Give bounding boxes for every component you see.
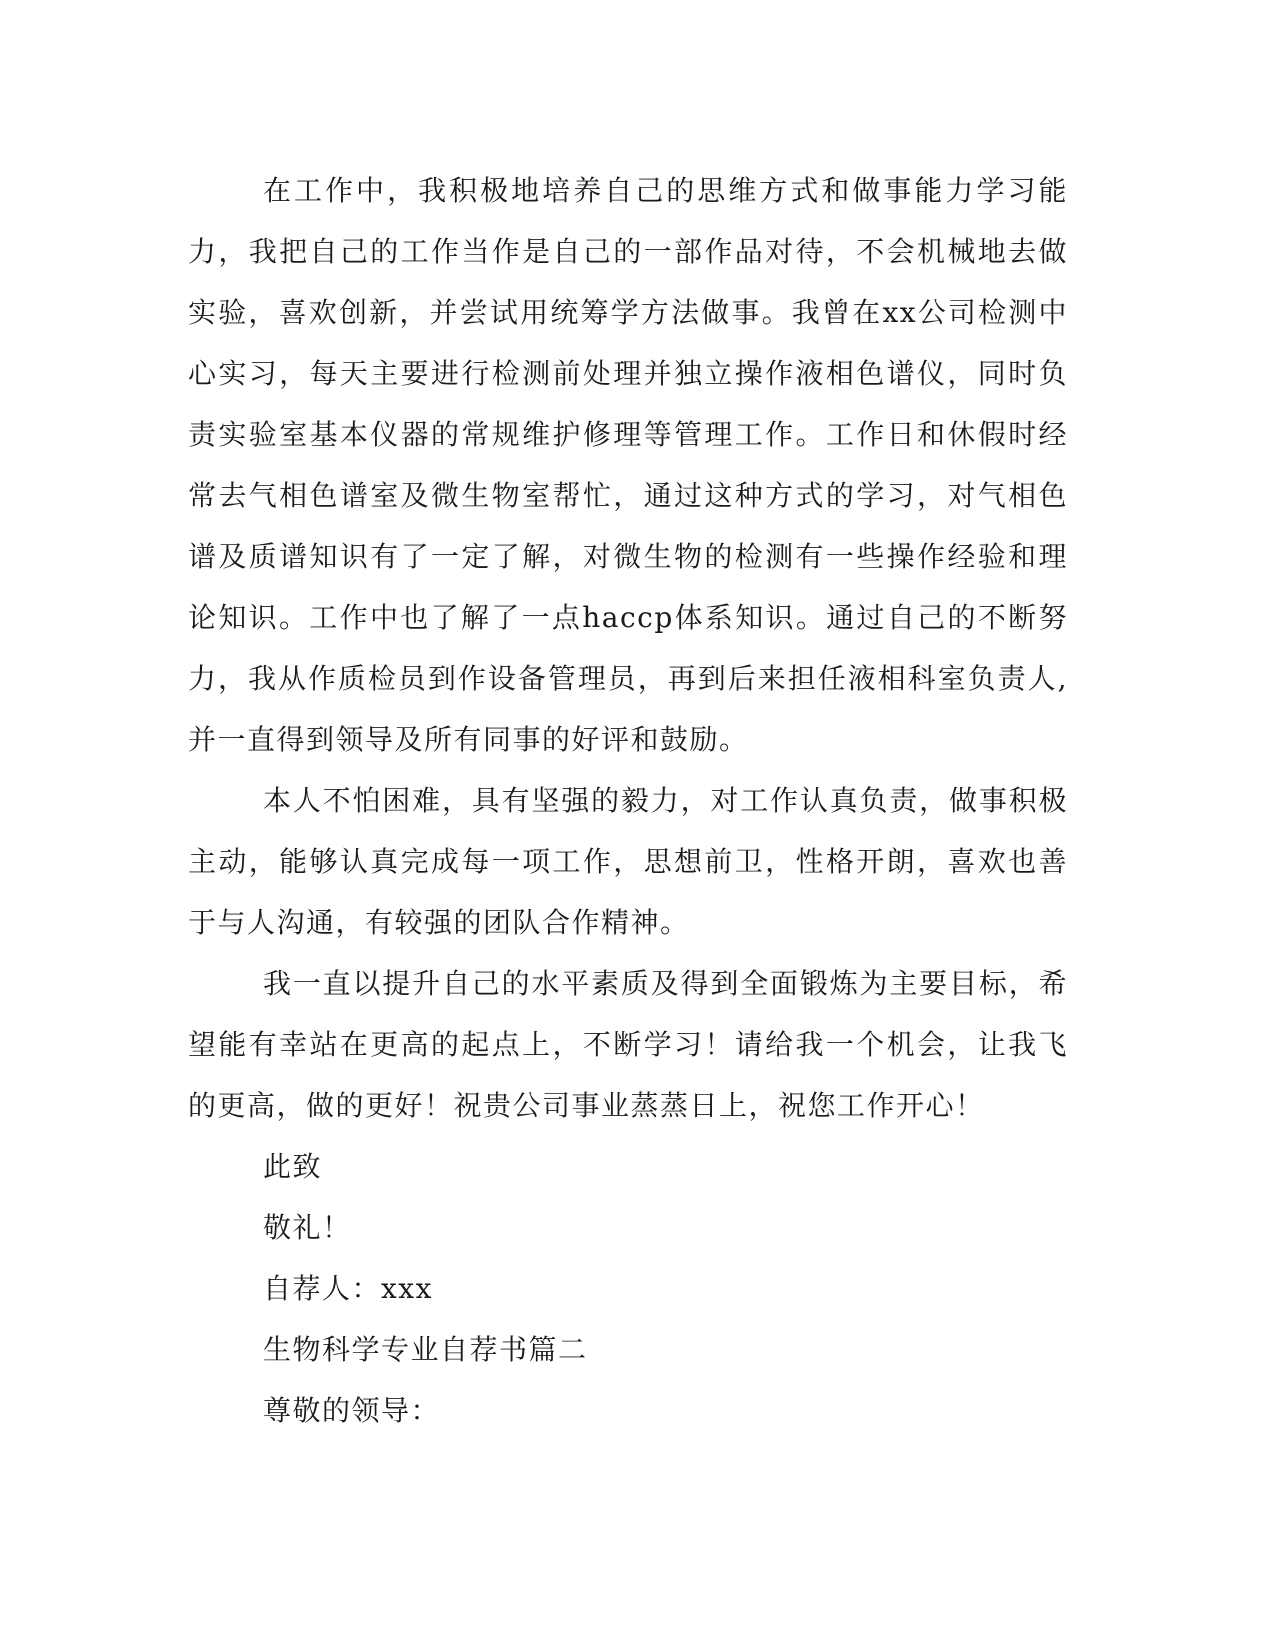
document-body <box>188 160 1068 1441</box>
signature: 自荐人：xxx <box>263 1272 433 1305</box>
paragraph-goals: 我一直以提升自己的水平素质及得到全面锻炼为主要目标，希望能有幸站在更高的起点上，不断学习！请给我一个机会，让我飞的更高，做的更好！祝贵公司事业蒸蒸日上，祝您工作开心！ <box>188 967 1068 1122</box>
paragraph-personality: 本人不怕困难，具有坚强的毅力，对工作认真负责，做事积极主动，能够认真完成每一项工作，思想前卫，性格开朗，喜欢也善于与人沟通，有较强的团队合作精神。 <box>188 784 1068 939</box>
section-title: 生物科学专业自荐书篇二 <box>263 1333 588 1366</box>
closing-salutation: 此致 <box>263 1150 323 1183</box>
closing-regards: 敬礼！ <box>263 1211 352 1244</box>
greeting: 尊敬的领导： <box>263 1394 441 1427</box>
paragraph-work-experience: 在工作中，我积极地培养自己的思维方式和做事能力学习能力，我把自己的工作当作是自己的一部作品对待，不会机械地去做实验，喜欢创新，并尝试用统筹学方法做事。我曾在xx公司检测中心实习，每天主要进行检测前处理并独立操作液相色谱仪，同时负责实验室基本仪器的常规维护修理等管理工作。工作日和休假时经常去气相色谱室及微生物室帮忙，通过这种方式的学习，对气相色谱及质谱知识有了一定了解，对微生物的检测有一些操作经验和理论知识。工作中也了解了一点haccp体系知识。通过自己的不断努力，我从作质检员到作设备管理员，再到后来担任液相科室负责人,并一直得到领导及所有同事的好评和鼓励。 <box>188 174 1068 756</box>
